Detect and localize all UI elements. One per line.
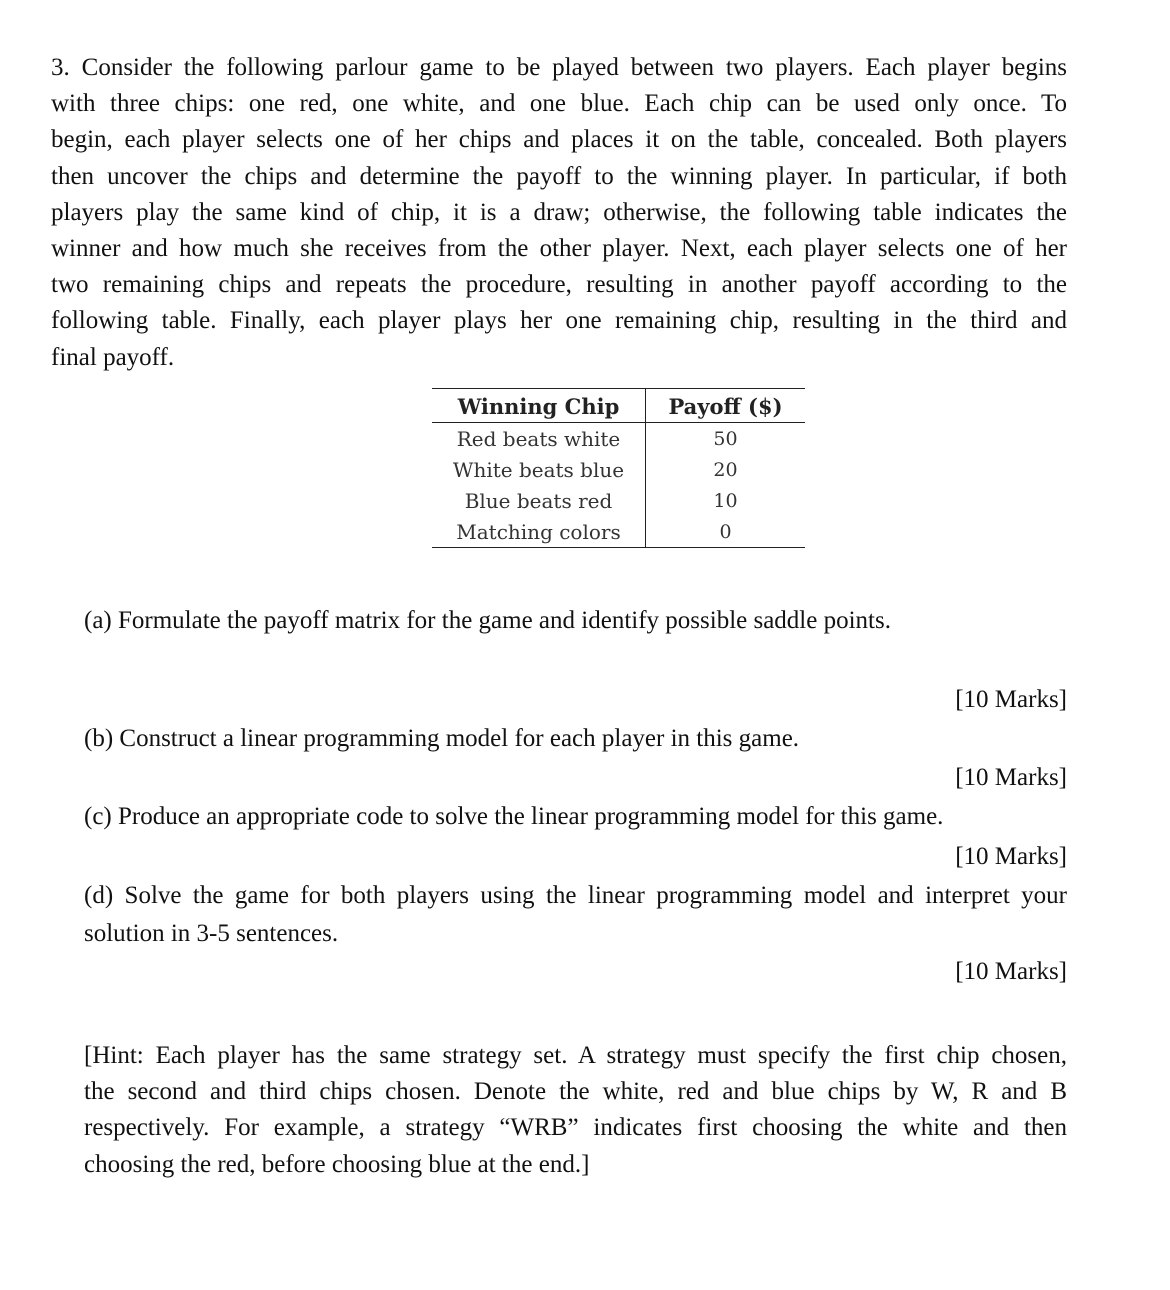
cell-chip: White beats blue	[432, 454, 646, 485]
hint-line-2: the second and third chips chosen. Denote the white, red and blue chips by W, R and B	[84, 1078, 1067, 1106]
question-line-5: players play the same kind of chip, it is a draw; otherwise, the following table indicates the	[51, 198, 1067, 226]
payoff-table	[432, 388, 805, 548]
part-d-marks: [10 Marks]	[955, 958, 1067, 985]
question-line-1: 3. Consider the following parlour game to be played between two players. Each player begins	[51, 54, 1067, 81]
cell-chip: Red beats white	[432, 423, 646, 455]
cell-chip: Matching colors	[432, 516, 646, 548]
table-header-row	[432, 389, 805, 423]
part-c: (c) Produce an appropriate code to solve the linear programming model for this game.	[84, 803, 944, 830]
header-payoff: Payoff ($)	[646, 389, 806, 423]
hint-paragraph	[84, 1038, 1067, 1183]
hint-line-3: respectively. For example, a strategy “WRB” indicates first choosing the white and then	[84, 1114, 1067, 1142]
cell-chip: Blue beats red	[432, 485, 646, 516]
question-line-8: following table. Finally, each player plays her one remaining chip, resulting in the third and	[51, 307, 1067, 335]
table-row	[432, 454, 805, 485]
cell-payoff: 50	[713, 427, 738, 450]
part-a-marks: [10 Marks]	[955, 686, 1067, 713]
question-line-4: then uncover the chips and determine the payoff to the winning player. In particular, if both	[51, 162, 1067, 190]
hint-line-4: choosing the red, before choosing blue at the end.]	[84, 1150, 590, 1178]
question-line-3: begin, each player selects one of her chips and places it on the table, concealed. Both players	[51, 126, 1067, 154]
header-winning-chip: Winning Chip	[432, 389, 646, 423]
table-row	[432, 485, 805, 516]
table-row	[432, 516, 805, 548]
cell-payoff: 20	[713, 458, 738, 481]
cell-payoff: 10	[713, 489, 738, 512]
question-line-2: with three chips: one red, one white, and one blue. Each chip can be used only once. To	[51, 90, 1067, 118]
hint-line-1: [Hint: Each player has the same strategy set. A strategy must specify the first chip chosen,	[84, 1042, 1067, 1069]
question-line-9: final payoff.	[51, 343, 175, 371]
question-paragraph	[51, 50, 1067, 376]
part-b: (b) Construct a linear programming model for each player in this game.	[84, 725, 800, 752]
part-d-line-1: (d) Solve the game for both players using the linear programming model and interpret your	[84, 882, 1067, 909]
part-b-marks: [10 Marks]	[955, 764, 1067, 791]
part-d	[84, 877, 1067, 953]
question-number: 3.	[51, 54, 70, 81]
table-row	[432, 423, 805, 455]
part-d-line-2: solution in 3-5 sentences.	[84, 920, 339, 947]
cell-payoff: 0	[646, 516, 806, 548]
question-line-7: two remaining chips and repeats the procedure, resulting in another payoff according to the	[51, 271, 1067, 299]
part-c-marks: [10 Marks]	[955, 843, 1067, 870]
part-a: (a) Formulate the payoff matrix for the game and identify possible saddle points.	[84, 607, 891, 634]
question-line-6: winner and how much she receives from the other player. Next, each player selects one of her	[51, 235, 1067, 263]
